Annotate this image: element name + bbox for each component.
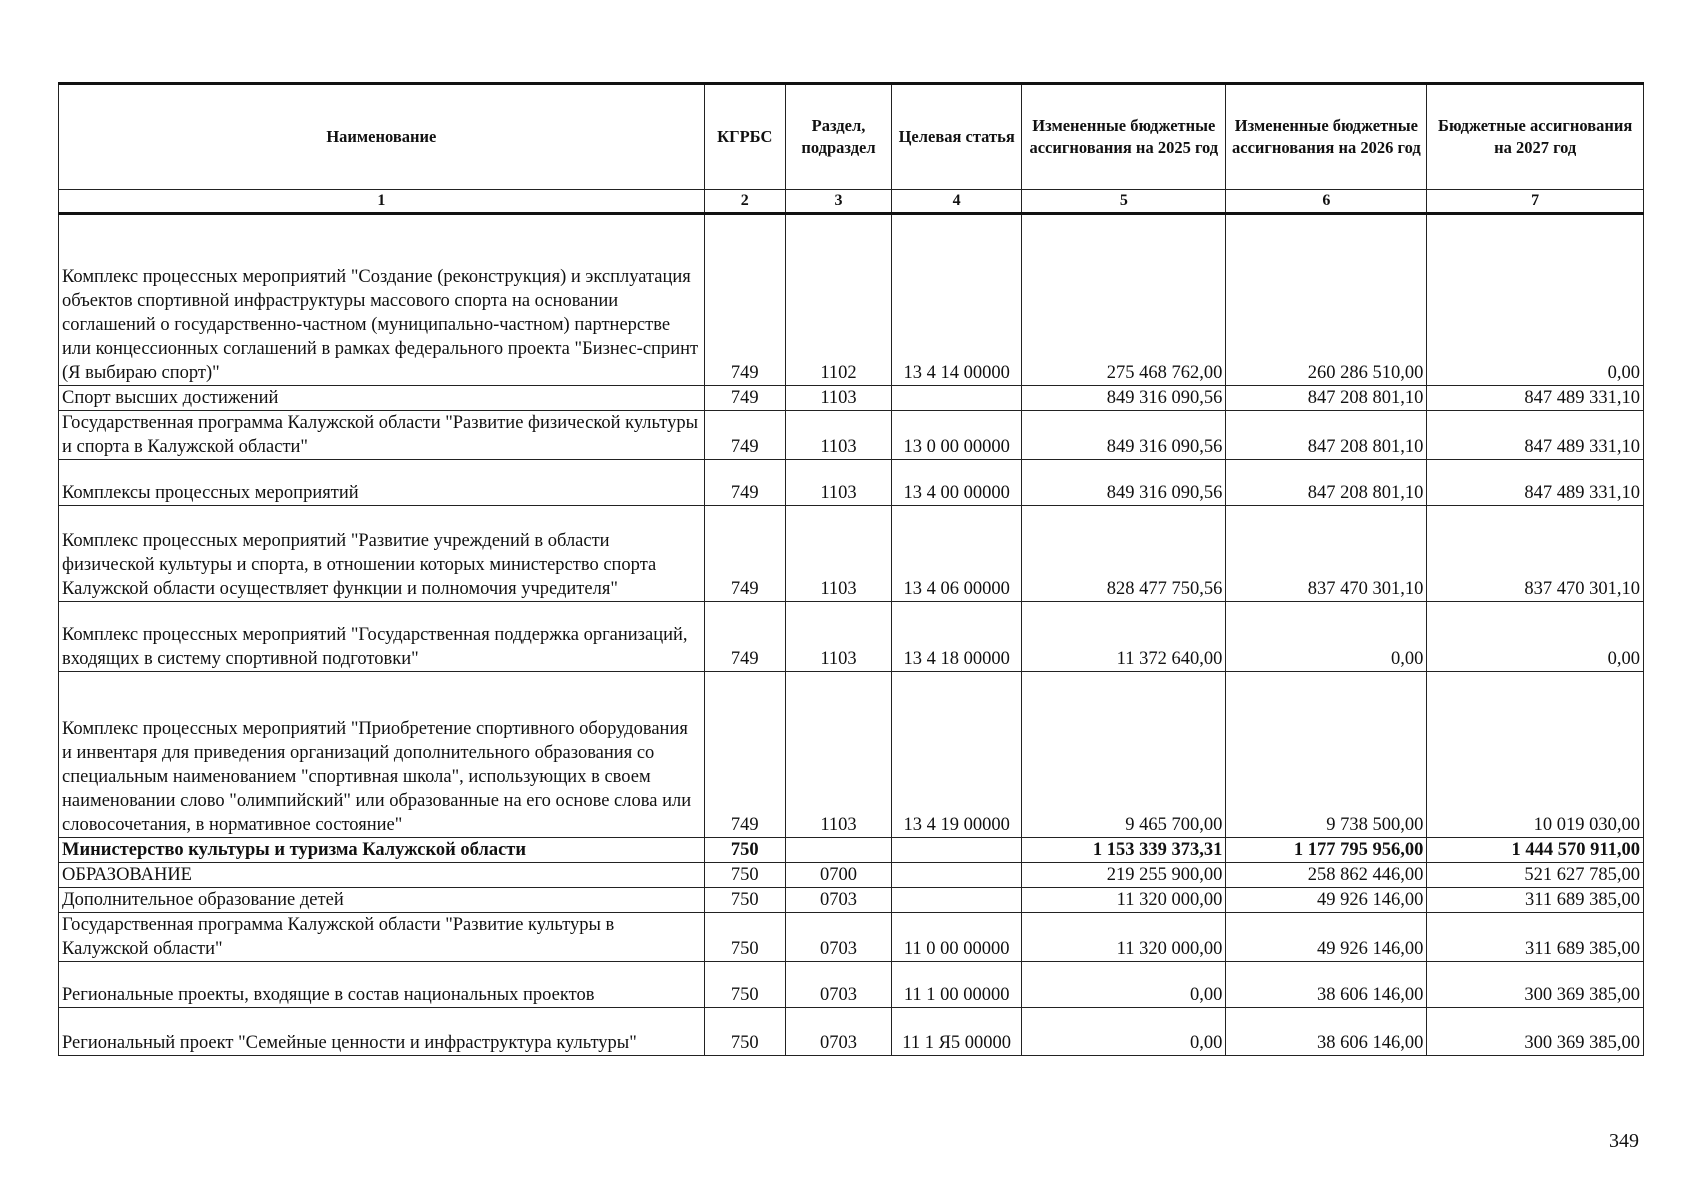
header-kgrbs: КГРБС bbox=[704, 84, 785, 190]
cell-2025: 849 316 090,56 bbox=[1022, 386, 1226, 411]
cell-2026: 49 926 146,00 bbox=[1226, 888, 1427, 913]
cell-kgrbs: 749 bbox=[704, 602, 785, 672]
cell-section: 0703 bbox=[785, 962, 891, 1008]
cell-2025: 0,00 bbox=[1022, 962, 1226, 1008]
cell-kgrbs: 750 bbox=[704, 962, 785, 1008]
cell-kgrbs: 749 bbox=[704, 460, 785, 506]
cell-name: Комплекс процессных мероприятий "Приобретение спортивного оборудования и инвентаря для приведения организаций дополнительного образования со специальным наименованием "спортивная школа", использующих в своем наименовании слово "олимпийский" или образованные на его основе слова или словосочетания, в нормативное состояние" bbox=[59, 672, 705, 838]
col-number: 2 bbox=[704, 190, 785, 214]
cell-2027: 10 019 030,00 bbox=[1427, 672, 1644, 838]
cell-name: Региональный проект "Семейные ценности и инфраструктура культуры" bbox=[59, 1008, 705, 1056]
cell-2027: 1 444 570 911,00 bbox=[1427, 838, 1644, 863]
cell-kgrbs: 749 bbox=[704, 672, 785, 838]
cell-2026: 1 177 795 956,00 bbox=[1226, 838, 1427, 863]
table-row bbox=[59, 602, 1644, 672]
budget-table bbox=[58, 82, 1644, 1056]
cell-name: Спорт высших достижений bbox=[59, 386, 705, 411]
cell-2025: 219 255 900,00 bbox=[1022, 863, 1226, 888]
col-number: 7 bbox=[1427, 190, 1644, 214]
table-row bbox=[59, 506, 1644, 602]
cell-2026: 49 926 146,00 bbox=[1226, 913, 1427, 962]
budget-table-sheet bbox=[58, 82, 1644, 1056]
cell-2027: 311 689 385,00 bbox=[1427, 888, 1644, 913]
cell-name: Региональные проекты, входящие в состав национальных проектов bbox=[59, 962, 705, 1008]
table-row bbox=[59, 460, 1644, 506]
header-section: Раздел, подраздел bbox=[785, 84, 891, 190]
cell-2027: 0,00 bbox=[1427, 602, 1644, 672]
col-number: 1 bbox=[59, 190, 705, 214]
cell-2026: 9 738 500,00 bbox=[1226, 672, 1427, 838]
header-2025: Измененные бюджетные ассигнования на 2025 год bbox=[1022, 84, 1226, 190]
cell-section: 1103 bbox=[785, 672, 891, 838]
cell-2025: 0,00 bbox=[1022, 1008, 1226, 1056]
cell-2025: 9 465 700,00 bbox=[1022, 672, 1226, 838]
cell-section: 1103 bbox=[785, 411, 891, 460]
cell-2026: 847 208 801,10 bbox=[1226, 386, 1427, 411]
cell-2027: 521 627 785,00 bbox=[1427, 863, 1644, 888]
cell-kgrbs: 749 bbox=[704, 214, 785, 386]
cell-2025: 849 316 090,56 bbox=[1022, 411, 1226, 460]
cell-target bbox=[892, 838, 1022, 863]
cell-kgrbs: 750 bbox=[704, 1008, 785, 1056]
header-target: Целевая статья bbox=[892, 84, 1022, 190]
cell-target: 11 1 Я5 00000 bbox=[892, 1008, 1022, 1056]
cell-2025: 1 153 339 373,31 bbox=[1022, 838, 1226, 863]
cell-2025: 275 468 762,00 bbox=[1022, 214, 1226, 386]
cell-name: ОБРАЗОВАНИЕ bbox=[59, 863, 705, 888]
cell-2026: 258 862 446,00 bbox=[1226, 863, 1427, 888]
cell-2027: 311 689 385,00 bbox=[1427, 913, 1644, 962]
table-row bbox=[59, 962, 1644, 1008]
header-name: Наименование bbox=[59, 84, 705, 190]
cell-kgrbs: 750 bbox=[704, 913, 785, 962]
cell-2027: 847 489 331,10 bbox=[1427, 460, 1644, 506]
table-row bbox=[59, 411, 1644, 460]
cell-2027: 837 470 301,10 bbox=[1427, 506, 1644, 602]
cell-target: 13 0 00 00000 bbox=[892, 411, 1022, 460]
cell-section: 0703 bbox=[785, 1008, 891, 1056]
header-2026: Измененные бюджетные ассигнования на 2026 год bbox=[1226, 84, 1427, 190]
cell-2027: 300 369 385,00 bbox=[1427, 1008, 1644, 1056]
column-number-row bbox=[59, 190, 1644, 214]
cell-section: 0703 bbox=[785, 888, 891, 913]
cell-kgrbs: 750 bbox=[704, 863, 785, 888]
cell-section bbox=[785, 838, 891, 863]
cell-2027: 300 369 385,00 bbox=[1427, 962, 1644, 1008]
cell-2027: 847 489 331,10 bbox=[1427, 386, 1644, 411]
cell-2026: 847 208 801,10 bbox=[1226, 411, 1427, 460]
table-row bbox=[59, 863, 1644, 888]
col-number: 3 bbox=[785, 190, 891, 214]
cell-section: 1103 bbox=[785, 506, 891, 602]
cell-2026: 260 286 510,00 bbox=[1226, 214, 1427, 386]
cell-name: Комплекс процессных мероприятий "Создание (реконструкция) и эксплуатация объектов спортивной инфраструктуры массового спорта на основании соглашений о государственно-частном (муниципально-частном) партнерстве или концессионных соглашений в рамках федерального проекта "Бизнес-спринт (Я выбираю спорт)" bbox=[59, 214, 705, 386]
cell-target: 11 1 00 00000 bbox=[892, 962, 1022, 1008]
table-row bbox=[59, 888, 1644, 913]
cell-name: Министерство культуры и туризма Калужской области bbox=[59, 838, 705, 863]
cell-name: Комплекс процессных мероприятий "Развитие учреждений в области физической культуры и спорта, в отношении которых министерство спорта Калужской области осуществляет функции и полномочия учредителя" bbox=[59, 506, 705, 602]
cell-section: 0703 bbox=[785, 913, 891, 962]
cell-2027: 847 489 331,10 bbox=[1427, 411, 1644, 460]
cell-target bbox=[892, 863, 1022, 888]
cell-name: Государственная программа Калужской области "Развитие культуры в Калужской области" bbox=[59, 913, 705, 962]
cell-target: 13 4 19 00000 bbox=[892, 672, 1022, 838]
cell-kgrbs: 749 bbox=[704, 386, 785, 411]
cell-target bbox=[892, 386, 1022, 411]
cell-2025: 849 316 090,56 bbox=[1022, 460, 1226, 506]
col-number: 6 bbox=[1226, 190, 1427, 214]
cell-section: 1103 bbox=[785, 386, 891, 411]
cell-2025: 11 320 000,00 bbox=[1022, 888, 1226, 913]
table-row bbox=[59, 1008, 1644, 1056]
cell-2026: 38 606 146,00 bbox=[1226, 962, 1427, 1008]
cell-target: 13 4 06 00000 bbox=[892, 506, 1022, 602]
cell-section: 1103 bbox=[785, 460, 891, 506]
cell-kgrbs: 750 bbox=[704, 888, 785, 913]
cell-2026: 0,00 bbox=[1226, 602, 1427, 672]
cell-name: Дополнительное образование детей bbox=[59, 888, 705, 913]
cell-target: 13 4 14 00000 bbox=[892, 214, 1022, 386]
cell-2025: 11 372 640,00 bbox=[1022, 602, 1226, 672]
cell-target bbox=[892, 888, 1022, 913]
table-row bbox=[59, 386, 1644, 411]
col-number: 4 bbox=[892, 190, 1022, 214]
table-row bbox=[59, 672, 1644, 838]
cell-kgrbs: 749 bbox=[704, 411, 785, 460]
cell-target: 13 4 00 00000 bbox=[892, 460, 1022, 506]
table-header-row bbox=[59, 84, 1644, 190]
cell-name: Комплексы процессных мероприятий bbox=[59, 460, 705, 506]
cell-name: Государственная программа Калужской области "Развитие физической культуры и спорта в Калужской области" bbox=[59, 411, 705, 460]
page-number: 349 bbox=[1609, 1130, 1639, 1152]
cell-section: 0700 bbox=[785, 863, 891, 888]
cell-name: Комплекс процессных мероприятий "Государственная поддержка организаций, входящих в систему спортивной подготовки" bbox=[59, 602, 705, 672]
cell-2026: 837 470 301,10 bbox=[1226, 506, 1427, 602]
cell-target: 11 0 00 00000 bbox=[892, 913, 1022, 962]
cell-2026: 847 208 801,10 bbox=[1226, 460, 1427, 506]
header-2027: Бюджетные ассигнования на 2027 год bbox=[1427, 84, 1644, 190]
col-number: 5 bbox=[1022, 190, 1226, 214]
table-row bbox=[59, 214, 1644, 386]
cell-2025: 828 477 750,56 bbox=[1022, 506, 1226, 602]
table-row bbox=[59, 913, 1644, 962]
cell-section: 1102 bbox=[785, 214, 891, 386]
cell-section: 1103 bbox=[785, 602, 891, 672]
cell-2025: 11 320 000,00 bbox=[1022, 913, 1226, 962]
table-row bbox=[59, 838, 1644, 863]
cell-2026: 38 606 146,00 bbox=[1226, 1008, 1427, 1056]
cell-kgrbs: 750 bbox=[704, 838, 785, 863]
cell-kgrbs: 749 bbox=[704, 506, 785, 602]
cell-2027: 0,00 bbox=[1427, 214, 1644, 386]
table-body bbox=[59, 214, 1644, 1056]
cell-target: 13 4 18 00000 bbox=[892, 602, 1022, 672]
